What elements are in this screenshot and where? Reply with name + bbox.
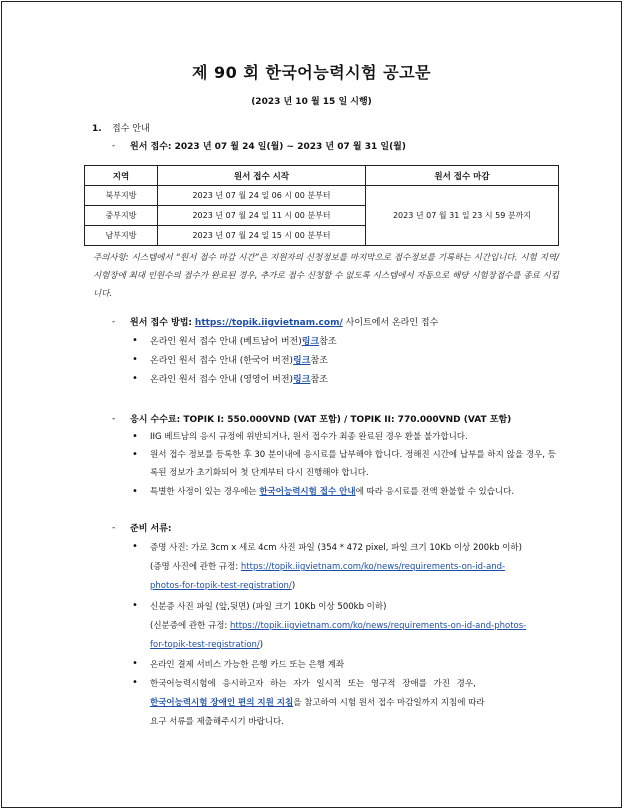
section-number: 1. (92, 124, 102, 134)
bullet-icon: • (132, 431, 138, 442)
bullet-icon: • (132, 335, 138, 346)
dash-marker: - (112, 141, 116, 151)
guide-after: 참조 (310, 356, 328, 366)
guide-after: 참조 (319, 337, 337, 347)
fee-label: 응시 수수료: TOPIK I: 550.000VND (VAT 포함) / TOPIK II: 770.000VND (VAT 포함) (130, 415, 512, 425)
header-start: 원서 접수 시작 (158, 166, 366, 186)
table-header-row (85, 166, 559, 186)
header-region: 지역 (85, 166, 158, 186)
schedule-table (84, 165, 559, 246)
registration-site-link[interactable]: https://topik.iigvietnam.com/ (194, 318, 343, 328)
fee-rule: IIG 베트남의 응시 규정에 위반되거나, 원서 접수가 최종 완료된 경우 환불 불가합니다. (150, 432, 468, 442)
refund-after: 에 따라 응시료를 전액 환불할 수 있습니다. (355, 487, 515, 497)
start-cell: 2023 년 07 월 24 일 06 시 00 분부터 (158, 186, 366, 206)
photo-rule-link-cont[interactable]: photos-for-topik-test-registration/ (150, 581, 292, 591)
bullet-icon: • (132, 677, 138, 688)
disabled-end: 요구 서류를 제출해주시기 바랍니다. (150, 717, 284, 727)
photo-rule-text: (증명 사진에 관한 규정: (150, 562, 239, 572)
header-deadline: 원서 접수 마감 (366, 166, 559, 186)
bullet-icon: • (132, 373, 138, 384)
document-page (1, 1, 622, 808)
bullet-icon: • (132, 658, 138, 669)
guide-link-vietnamese[interactable]: 링크 (301, 337, 320, 347)
disabled-support-line (150, 697, 485, 709)
payment-requirement: 온라인 결제 서비스 가능한 은행 카드 또는 은행 계좌 (150, 660, 345, 670)
photo-rule-cont (150, 580, 295, 592)
id-rule (150, 620, 526, 632)
guide-text: 온라인 원서 접수 안내 (베트남어 버전) (150, 337, 302, 347)
method-label: 원서 접수 방법: (130, 318, 193, 328)
guide-item (150, 374, 328, 386)
photo-requirement: 증명 사진: 가로 3cm x 세로 4cm 사진 파일 (354 * 472 pixel, 파일 크기 10Kb 이상 200kb 이하) (150, 543, 522, 553)
table-row (85, 186, 559, 206)
deadline-cell: 2023 년 07 월 31 일 23 시 59 분까지 (366, 186, 559, 246)
fee-payment-rule: 원서 접수 정보를 등록한 후 30 분이내에 응시료를 납부해야 합니다. 정해진 시간에 납부를 하지 않을 경우, 등록된 정보가 초기화되어 첫 단계부터 다시 진행해야 합니다. (150, 450, 556, 478)
guide-text: 온라인 원서 접수 안내 (한국어 버전) (150, 356, 294, 366)
refund-guide-link[interactable]: 한국어능력시험 접수 안내 (259, 487, 356, 497)
region-cell: 중부지방 (85, 206, 158, 226)
photo-rule-link[interactable]: https://topik.iigvietnam.com/ko/news/requirements-on-id-and- (240, 562, 506, 572)
photo-rule (150, 561, 505, 573)
fee-refund (150, 483, 556, 501)
guide-link-english[interactable]: 링크 (293, 375, 311, 385)
method-line (130, 317, 438, 329)
page-title: 제 90 회 한국어능력시험 공고문 (191, 63, 432, 82)
bullet-icon: • (132, 541, 138, 552)
refund-text: 특별한 사정이 있는 경우에는 (150, 487, 257, 497)
id-rule-link-cont[interactable]: for-topik-test-registration/ (150, 640, 260, 650)
disabled-support: 한국어능력시험에 응시하고자 하는 자가 일시적 또는 영구적 장애를 가진 경우, (150, 679, 476, 689)
id-rule-cont (150, 639, 263, 651)
bullet-icon: • (132, 354, 138, 365)
region-cell: 남부지방 (85, 226, 158, 246)
guide-after: 참조 (310, 375, 328, 385)
application-period: 원서 접수: 2023 년 07 월 24 일(월) ~ 2023 년 07 월 31 일(월) (130, 142, 406, 152)
dash-marker: - (112, 317, 116, 327)
method-suffix: 사이트에서 온라인 접수 (345, 318, 439, 328)
dash-marker: - (112, 523, 116, 533)
bullet-icon: • (132, 600, 138, 611)
guide-item (150, 336, 337, 348)
id-rule-text: (신분증에 관한 규정: (150, 621, 228, 631)
disabled-guide-link[interactable]: 한국어능력시험 장애인 편의 지원 지침 (150, 698, 294, 708)
id-requirement: 신분증 사진 파일 (앞,뒷면) (파일 크기 10Kb 이상 500kb 이하) (150, 602, 387, 612)
bullet-icon: • (132, 486, 138, 497)
paren: ) (291, 581, 296, 591)
exam-date: (2023 년 10 월 15 일 시행) (251, 97, 372, 107)
guide-link-korean[interactable]: 링크 (293, 356, 311, 366)
caution-note: 주의사항: 시스템에서 “원서 접수 마감 시간”은 지원자의 신청정보를 마지막으로 접수정보를 기록하는 시간입니다. 시험 지역/시험장에 최대 인원수의 접수가 완료된 경우, 추가로 접수 신청할 수 없도록 시스템에서 자동으로 해당 시험장접수를 종료 시킵니다. (93, 253, 559, 299)
docs-label: 준비 서류: (130, 524, 172, 534)
bullet-icon: • (132, 449, 138, 460)
guide-item (150, 355, 328, 367)
region-cell: 북부지방 (85, 186, 158, 206)
disabled-after: 을 참고하여 시험 원서 접수 마감일까지 지침에 따라 (293, 698, 485, 708)
guide-text: 온라인 원서 접수 안내 (영영어 버전) (150, 375, 294, 385)
start-cell: 2023 년 07 월 24 일 15 시 00 분부터 (158, 226, 366, 246)
dash-marker: - (112, 414, 116, 424)
paren: ) (259, 640, 264, 650)
start-cell: 2023 년 07 월 24 일 11 시 00 분부터 (158, 206, 366, 226)
section-heading: 접수 안내 (112, 124, 150, 134)
id-rule-link[interactable]: https://topik.iigvietnam.com/ko/news/requirements-on-id-and-photos- (229, 621, 527, 631)
